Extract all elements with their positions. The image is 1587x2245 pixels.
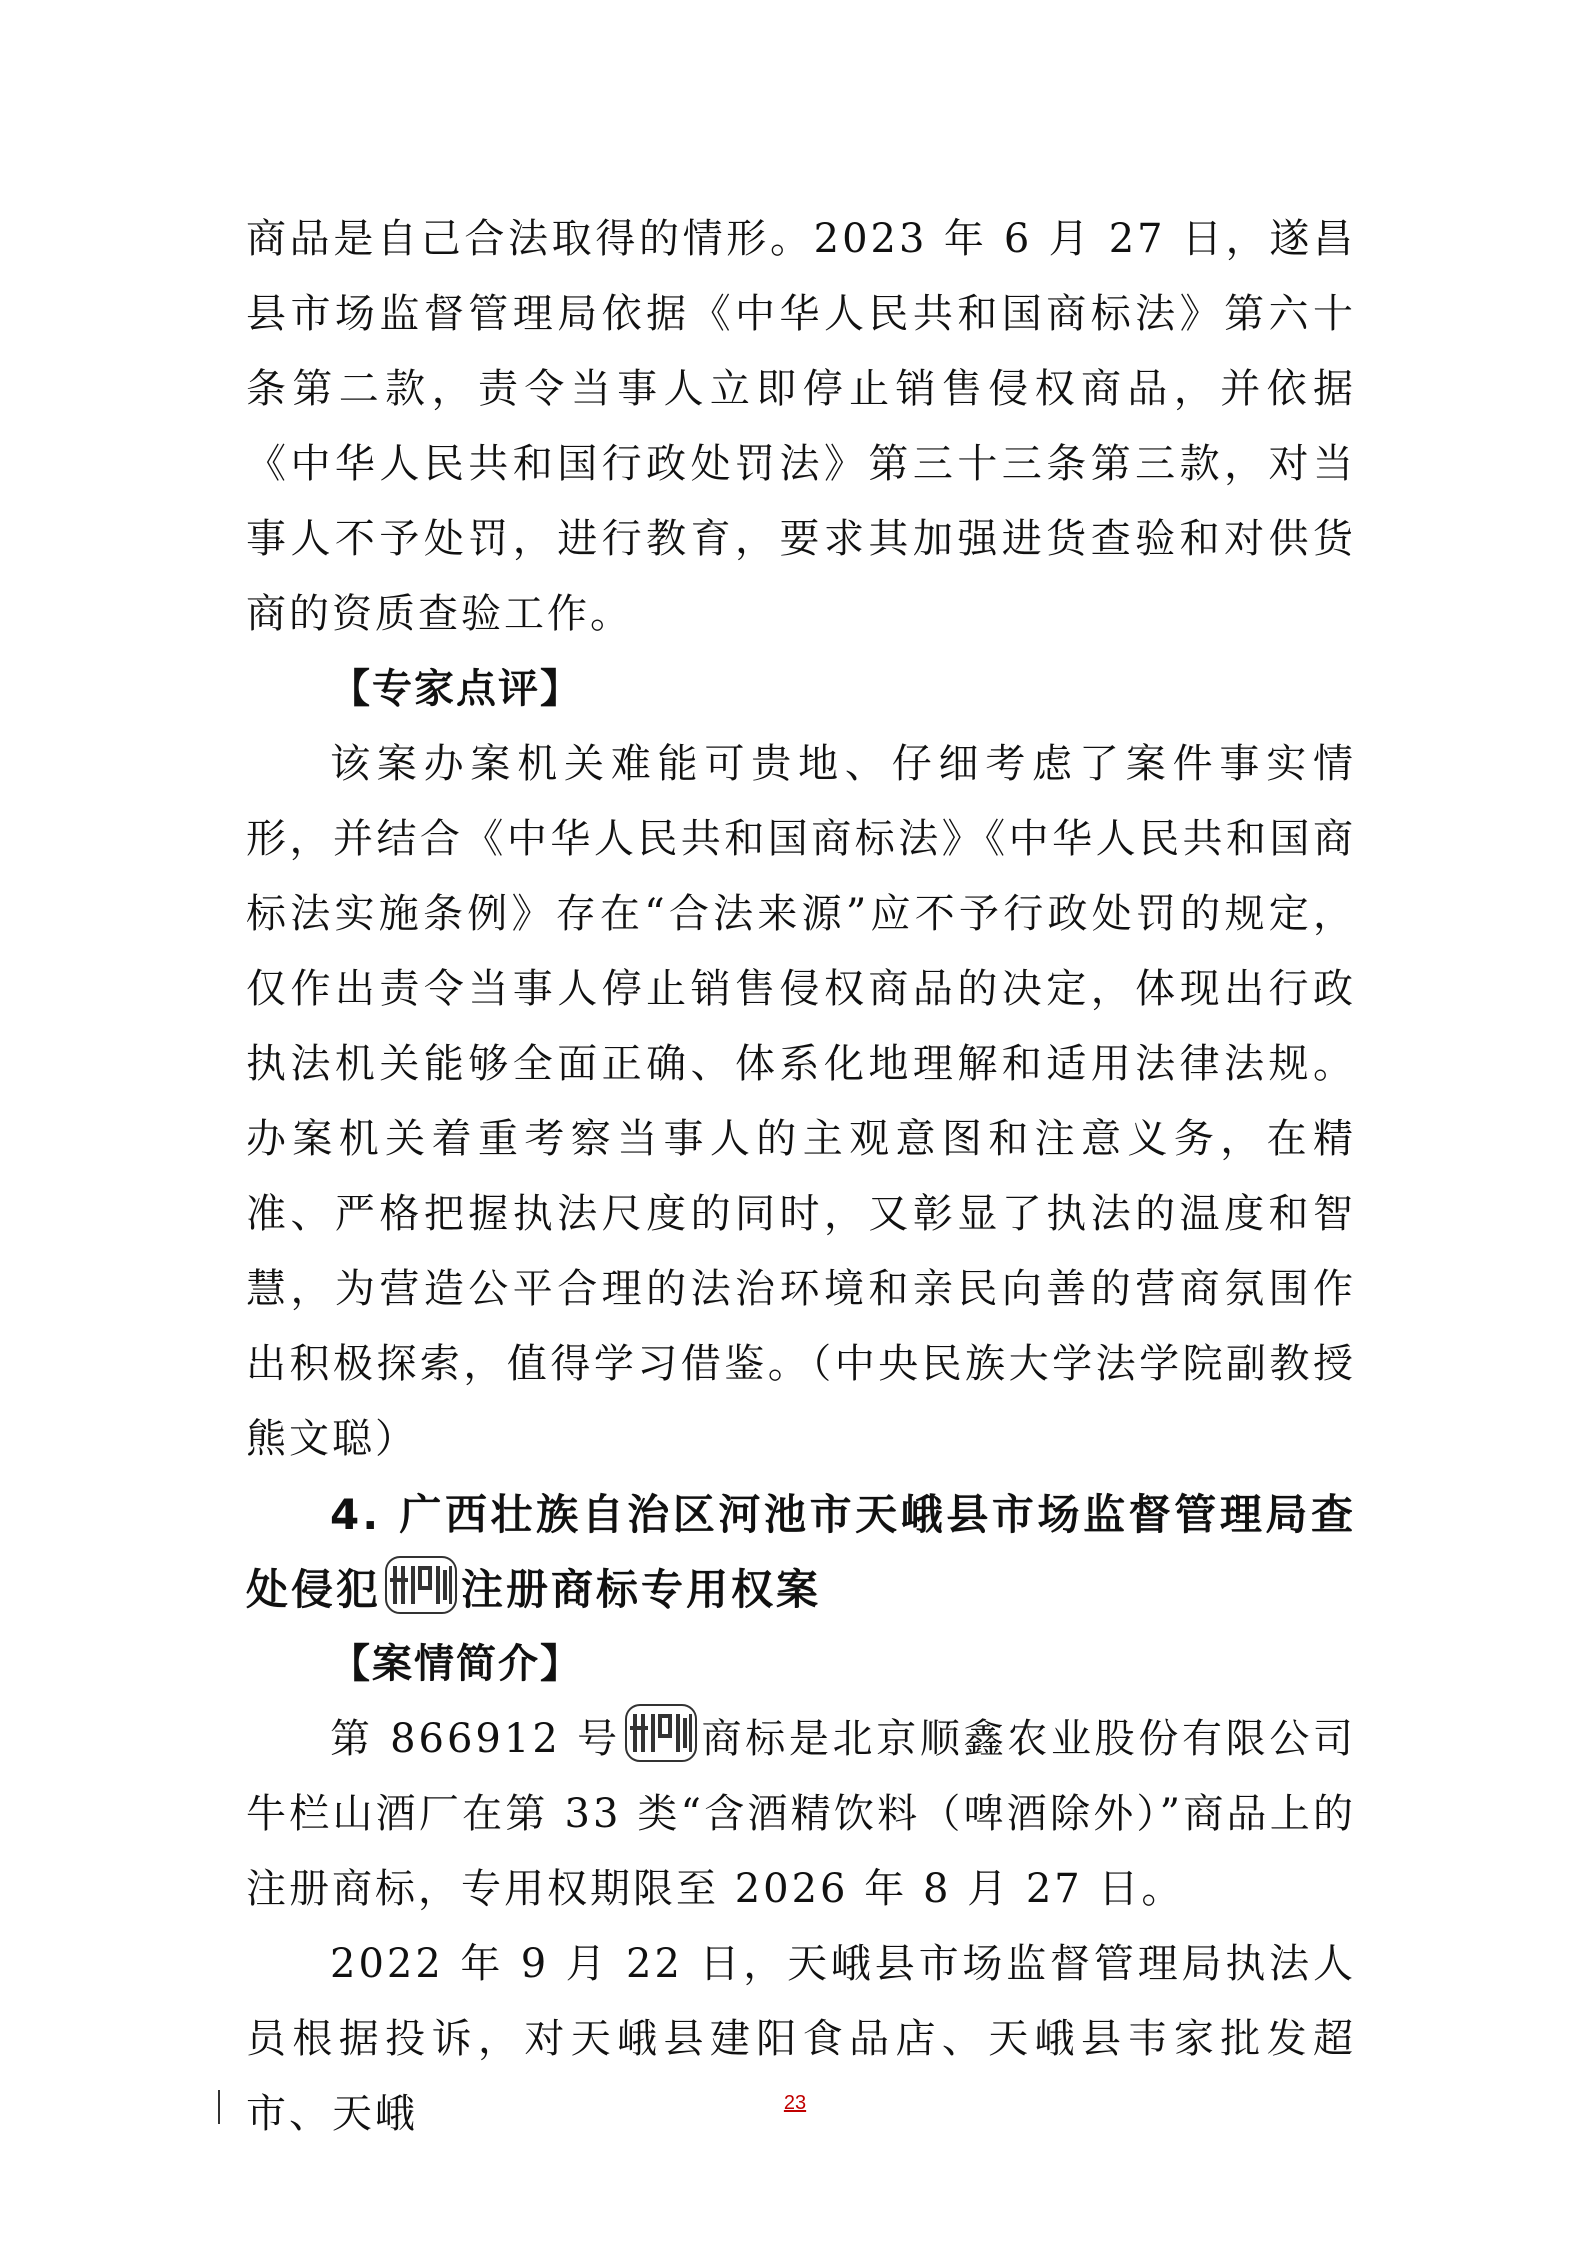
paragraph-expert-comment: 该案办案机关难能可贵地、仔细考虑了案件事实情形，并结合《中华人民共和国商标法》《中华人民共和国商标法实施条例》存在“合法来源”应不予行政处罚的规定，仅作出责令当事人停止销售侵权商品的决定，体现出行政执法机关能够全面正确、体系化地理解和适用法律法规。办案机关着重考察当事人的主观意图和注意义务，在精准、严格把握执法尺度的同时，又彰显了执法的温度和智慧，为营造公平合理的法治环境和亲民向善的营商氛围作出积极探索，值得学习借鉴。（中央民族大学法学院副教授 熊文聪） xyxy=(246,741,1356,1462)
paragraph-investigation: 2022 年 9 月 22 日，天峨县市场监督管理局执法人员根据投诉，对天峨县建阳食品店、天峨县韦家批发超市、天峨 xyxy=(246,1941,1356,2137)
paragraph-case-result: 商品是自己合法取得的情形。2023 年 6 月 27 日，遂昌县市场监督管理局依据《中华人民共和国商标法》第六十条第二款，责令当事人立即停止销售侵权商品，并依据《中华人民共和国行政处罚法》第三十三条第三款，对当事人不予处罚，进行教育，要求其加强进货查验和对供货商的资质查验工作。 xyxy=(246,216,1356,637)
case-title-part-b: 注册商标专用权案 xyxy=(461,1565,822,1614)
footer-margin-line xyxy=(218,2090,220,2124)
case-summary-heading: 【案情简介】 xyxy=(330,1641,582,1687)
page-number: 23 xyxy=(783,2092,807,2114)
trademark-logo-inline-graphic xyxy=(625,1704,697,1762)
trademark-description-text: 商标是北京顺鑫农业股份有限公司牛栏山酒厂在第 33 类“含酒精饮料（啤酒除外）”商品上的注册商标，专用权期限至 2026 年 8 月 27 日。 xyxy=(246,1716,1357,1912)
case-title-part-a: 4. 广西壮族自治区河池市天峨县市场监督管理局查处侵犯 xyxy=(246,1490,1356,1614)
trademark-logo-icon xyxy=(385,1556,457,1614)
trademark-number-text: 第 866912 号 xyxy=(330,1716,621,1762)
expert-comment-heading: 【专家点评】 xyxy=(330,666,582,712)
trademark-logo-inline-icon xyxy=(625,1704,697,1762)
case-title xyxy=(246,1477,1356,1627)
trademark-logo-graphic xyxy=(385,1556,457,1614)
body-text xyxy=(246,202,1356,2152)
paragraph-trademark-info xyxy=(246,1702,1356,1927)
